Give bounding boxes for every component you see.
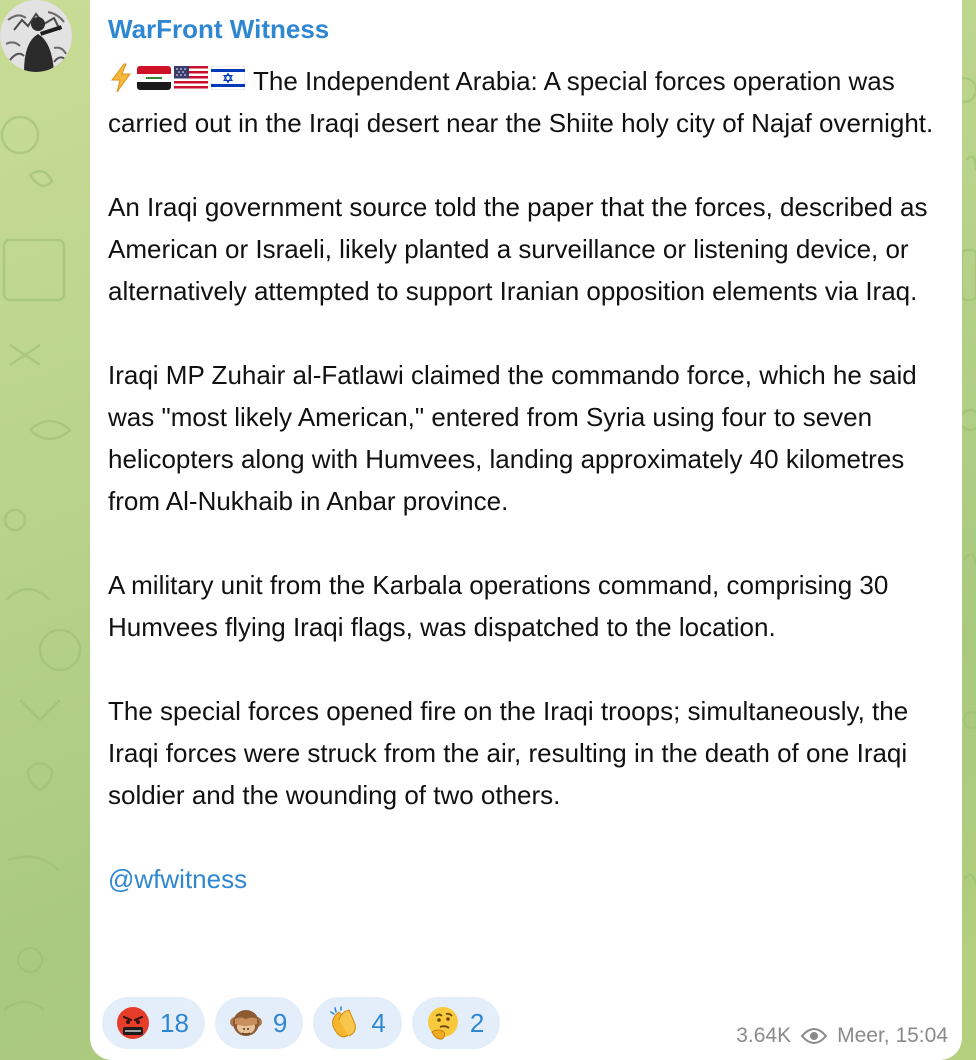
reactions-bar	[102, 997, 500, 1049]
message-time: Meer, 15:04	[837, 1024, 948, 1047]
message-paragraph	[108, 60, 938, 144]
message-paragraph: An Iraqi government source told the paper that the forces, described as American or Israeli, likely planted a surveillance or listening device, or alternatively attempted to support Iranian opposition elements via Iraq.	[108, 192, 928, 306]
clapping-hands-icon	[327, 1006, 361, 1040]
eye-icon	[801, 1027, 827, 1045]
channel-handle-link[interactable]: @wfwitness	[108, 864, 248, 894]
reaction-count: 2	[469, 1007, 485, 1038]
channel-name[interactable]: WarFront Witness	[108, 14, 330, 44]
reaction-see-no-evil[interactable]	[215, 997, 303, 1049]
reaction-count: 9	[272, 1007, 288, 1038]
reaction-count: 4	[371, 1007, 386, 1038]
reaction-count: 18	[160, 1007, 189, 1038]
message-bubble	[90, 0, 962, 1060]
message-text	[108, 60, 938, 942]
lightning-icon	[108, 63, 134, 93]
iraq-flag-icon	[137, 66, 171, 90]
lead-emoji-group	[108, 63, 245, 93]
channel-handle-paragraph	[108, 858, 938, 900]
reaction-angry[interactable]	[102, 997, 205, 1049]
reaction-thinking[interactable]	[412, 997, 500, 1049]
paragraph-1-text: The Independent Arabia: A special forces operation was carried out in the Iraqi desert near the Shiite holy city of Najaf overnight.	[108, 66, 934, 138]
message-paragraph: A military unit from the Karbala operations command, comprising 30 Humvees flying Iraqi flags, was dispatched to the location.	[108, 570, 889, 642]
channel-avatar[interactable]	[0, 0, 72, 72]
reaction-clapping[interactable]	[313, 997, 401, 1049]
soldier-avatar-icon	[0, 0, 72, 72]
usa-flag-icon	[174, 66, 208, 90]
see-no-evil-monkey-icon	[229, 1006, 263, 1040]
thinking-face-icon	[426, 1006, 460, 1040]
message-paragraph: Iraqi MP Zuhair al-Fatlawi claimed the commando force, which he said was "most likely American," entered from Syria using four to seven helicopters along with Humvees, landing approximately 40 kilometres from Al-Nukhaib in Anbar province.	[108, 360, 917, 516]
message-meta	[736, 1024, 948, 1048]
angry-face-icon	[116, 1006, 150, 1040]
view-count: 3.64K	[736, 1024, 792, 1047]
israel-flag-icon	[211, 66, 245, 90]
message-paragraph: The special forces opened fire on the Iraqi troops; simultaneously, the Iraqi forces were struck from the air, resulting in the death of one Iraqi soldier and the wounding of two others.	[108, 696, 909, 810]
